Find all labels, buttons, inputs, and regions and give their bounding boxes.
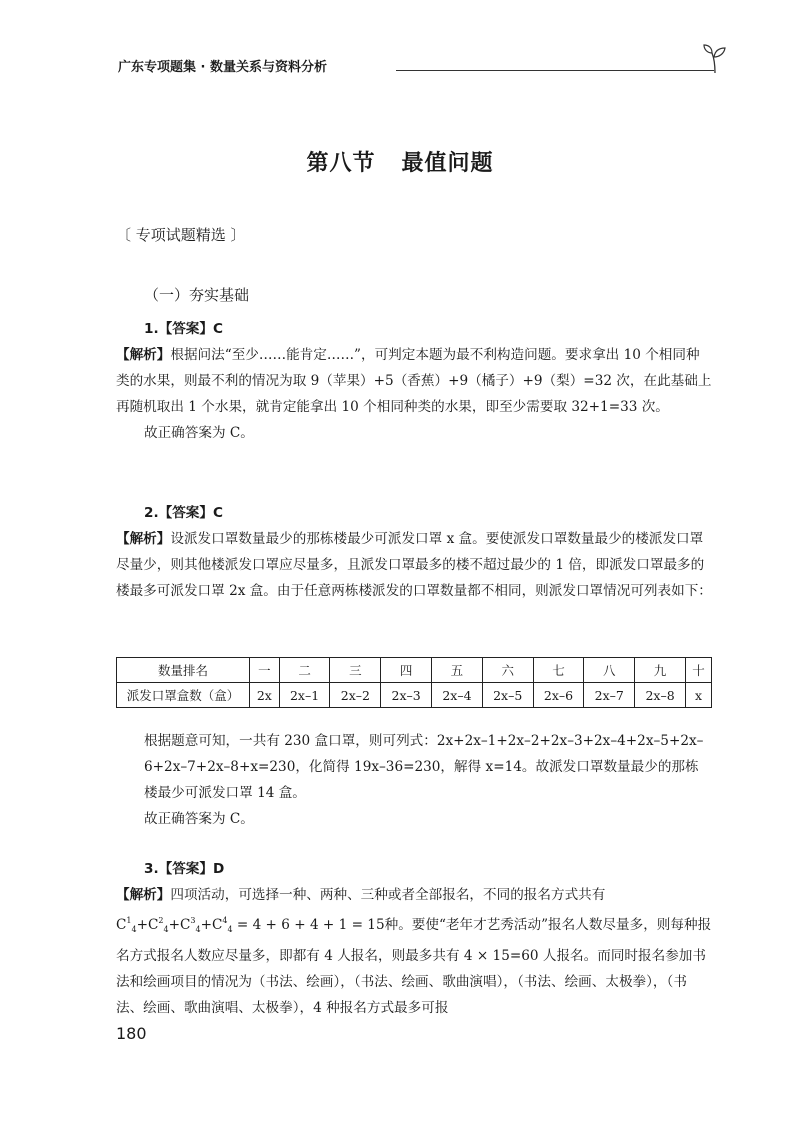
q2-block [116,500,712,604]
q2-analysis [116,526,712,604]
header-title: 广东专项题集 · 数量关系与资料分析 [118,60,327,75]
q3-answer: 3.【答案】D [144,861,225,877]
sub-heading: （一）夯实基础 [144,286,250,304]
sprout-icon [702,42,728,74]
table-cell: 2x–8 [635,683,686,708]
table-cell: x [685,683,711,708]
q1-analysis-text: 根据问法“至少……能肯定……”，可判定本题为最不利构造问题。要求拿出 10 个相同种类的水果，则最不利的情况为取 9（苹果）+5（香蕉）+9（橘子）+9（梨）=32 次，在此基础上再随机取出 1 个水果，就肯定能拿出 10 个相同种类的水果，即至少需要取 32+1=33 次。 [116,347,712,415]
q1-analysis-label: 【解析】 [116,347,171,363]
table-cell: 2x–1 [279,683,330,708]
q2-analysis-text: 设派发口罩数量最少的那栋楼最少可派发口罩 x 盒。要使派发口罩数量最少的楼派发口罩尽量少，则其他楼派发口罩应尽量多，且派发口罩最多的楼不超过最少的 1 倍，即派发口罩最多的楼最多可派发口罩 2x 盒。由于任意两栋楼派发的口罩数量都不相同，则派发口罩情况可列表如下： [116,531,712,599]
table-cell: 四 [381,658,432,683]
q2-followup-block [116,728,712,832]
running-header [118,56,724,78]
table-cell: 2x–4 [432,683,483,708]
table-cell: 九 [635,658,686,683]
q2-conclusion: 故正确答案为 C。 [144,811,254,827]
section-title [0,146,800,177]
q2-answer: 2.【答案】C [144,505,223,521]
q1-conclusion: 故正确答案为 C。 [144,425,254,441]
table-cell: 一 [250,658,280,683]
table-cell: 2x–6 [533,683,584,708]
q2-followup-text: 根据题意可知，一共有 230 盒口罩，则可列式：2x+2x–1+2x–2+2x–3+2x–4+2x–5+2x–6+2x–7+2x–8+x=230，化简得 19x–36=230，解得 x=14。故派发口罩数量最少的那栋楼最少可派发口罩 14 盒。 [144,733,704,801]
table-cell: 三 [330,658,381,683]
table-row [117,658,712,683]
table-row [117,683,712,708]
table-cell: 十 [685,658,711,683]
table-cell: 二 [279,658,330,683]
q3-analysis-text-1: 四项活动，可选择一种、两种、三种或者全部报名，不同的报名方式共有 [170,887,606,903]
bracket-heading: 〔 专项试题精选 〕 [116,226,246,244]
table-cell: 数量排名 [117,658,250,683]
table-cell: 派发口罩盒数（盒） [117,683,250,708]
table-cell: 七 [533,658,584,683]
page-number: 180 [116,1024,147,1043]
table-cell: 2x–3 [381,683,432,708]
table-cell: 2x [250,683,280,708]
q3-analysis [116,882,712,1021]
q1-analysis [116,342,712,420]
combination-formula: $C^1_4+C^2_4+C^3_4+C^4_4$ [116,916,233,934]
distribution-table [116,657,712,708]
table-cell: 八 [584,658,635,683]
q1-answer: 1.【答案】C [144,321,223,337]
formula-result: = 4 + 6 + 4 + 1 = 15 [236,917,385,933]
q2-analysis-label: 【解析】 [116,531,171,547]
section-number: 第八节 [306,151,376,176]
q1-block [116,316,712,446]
q2-followup [116,728,712,806]
table-cell: 五 [432,658,483,683]
table-cell: 2x–5 [482,683,533,708]
q3-block [116,856,712,1021]
q3-analysis-text-2: 种。要使“老年才艺秀活动”报名人数尽量多，则每种报名方式报名人数应尽量多，即都有 4 人报名，则最多共有 4 × 15=60 人报名。而同时报名参加书法和绘画项目的情况为（书法、绘画），（书法、绘画、歌曲演唱），（书法、绘画、太极拳），（书法、绘画、歌曲演唱、太极拳），4 种报名方式最多可报 [116,917,712,1016]
table-cell: 六 [482,658,533,683]
table-cell: 2x–2 [330,683,381,708]
header-rule [396,70,714,71]
table-cell: 2x–7 [584,683,635,708]
q3-analysis-label: 【解析】 [116,887,171,903]
section-name: 最值问题 [401,151,494,176]
